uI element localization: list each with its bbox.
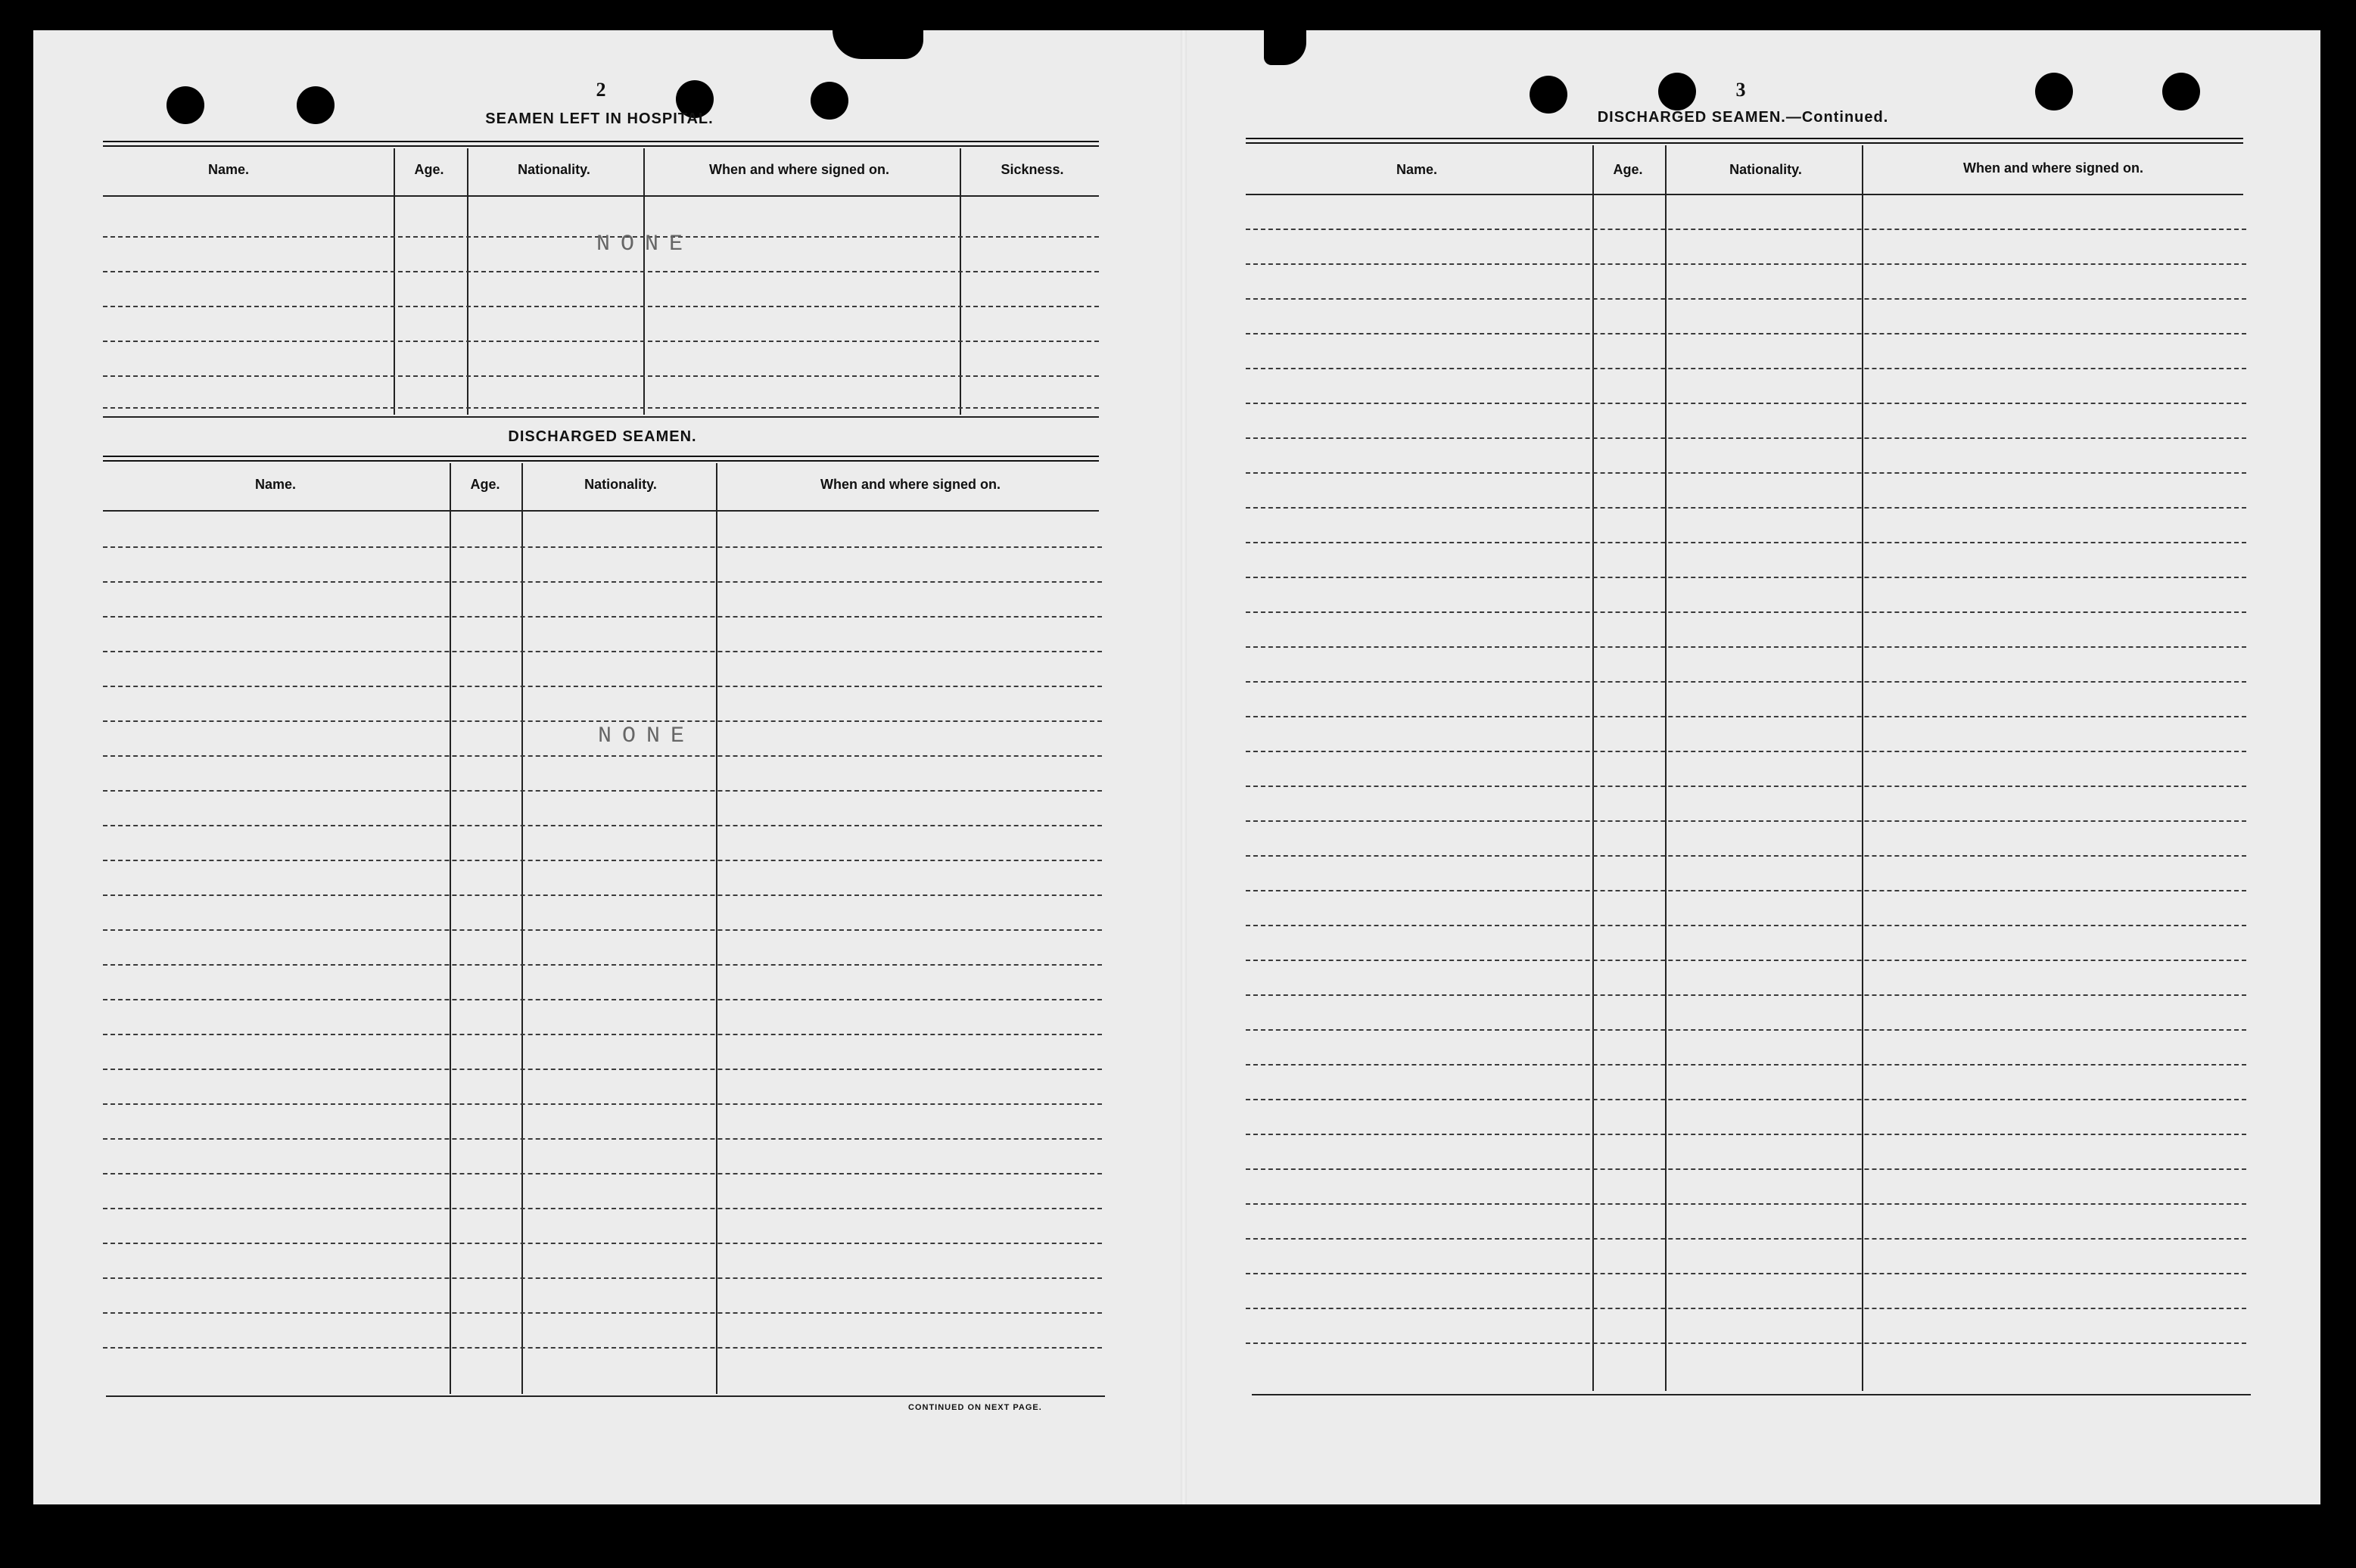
entry-line [1246, 403, 2246, 404]
section-end-rule [103, 416, 1099, 418]
entry-line [103, 1069, 1102, 1070]
col-header-nationality: Nationality. [518, 162, 590, 177]
entry-line [103, 1103, 1102, 1105]
entry-line [103, 581, 1102, 583]
entry-line [103, 1138, 1102, 1140]
col-header-sickness: Sickness. [1001, 162, 1064, 177]
table-top-rule [1246, 138, 2243, 144]
stamp-none-discharged: NONE [598, 723, 696, 749]
page-fold [1181, 30, 1187, 1504]
punch-hole [297, 86, 335, 124]
entry-line [103, 306, 1099, 307]
entry-line [1246, 1273, 2246, 1274]
page-number-left: 2 [596, 79, 606, 101]
entry-line [1246, 786, 2246, 787]
punch-hole [811, 82, 848, 120]
column-divider [716, 463, 717, 1394]
entry-line [103, 790, 1102, 792]
page-number-right: 3 [1735, 79, 1746, 101]
entry-line [103, 720, 1102, 722]
punch-hole [167, 86, 204, 124]
entry-line [1246, 1064, 2246, 1066]
col-header-when-where: When and where signed on. [708, 162, 890, 177]
punch-hole [1530, 76, 1567, 114]
col-header-name: Name. [207, 162, 250, 177]
entry-line [103, 1173, 1102, 1174]
entry-line [103, 341, 1099, 342]
entry-line [103, 825, 1102, 826]
col-header-nationality: Nationality. [584, 477, 657, 492]
column-divider [521, 463, 523, 1394]
header-rule [103, 195, 1099, 197]
entry-line [103, 999, 1102, 1000]
entry-line [103, 1347, 1102, 1349]
entry-line [1246, 994, 2246, 996]
col-header-age: Age. [414, 162, 444, 177]
col-header-name: Name. [254, 477, 297, 492]
entry-line [103, 929, 1102, 931]
entry-line [1246, 1308, 2246, 1309]
entry-line [1246, 1029, 2246, 1031]
entry-line [1246, 368, 2246, 369]
entry-line [1246, 298, 2246, 300]
entry-line [1246, 507, 2246, 509]
entry-line [1246, 611, 2246, 613]
entry-line [1246, 1203, 2246, 1205]
col-header-nationality: Nationality. [1729, 162, 1802, 177]
entry-line [103, 616, 1102, 618]
entry-line [1246, 1168, 2246, 1170]
entry-line [103, 271, 1099, 272]
entry-line [103, 894, 1102, 896]
header-rule [103, 510, 1099, 512]
punch-hole [2035, 73, 2073, 110]
section-title-hospital: SEAMEN LEFT IN HOSPITAL. [485, 110, 714, 127]
entry-line [103, 964, 1102, 966]
entry-line [1246, 925, 2246, 926]
entry-line [103, 1277, 1102, 1279]
entry-line [103, 1312, 1102, 1314]
table-top-rule [103, 141, 1099, 147]
table-top-rule [103, 456, 1099, 462]
punch-hole [1658, 73, 1696, 110]
entry-line [1246, 1342, 2246, 1344]
col-header-name: Name. [1396, 162, 1438, 177]
entry-line [103, 860, 1102, 861]
entry-line [1246, 333, 2246, 334]
entry-line [103, 651, 1102, 652]
table-bottom-rule [106, 1395, 1105, 1397]
entry-line [103, 1034, 1102, 1035]
section-title-discharged: DISCHARGED SEAMEN. [508, 428, 697, 445]
col-header-when-where: When and where signed on. [820, 477, 1001, 492]
entry-line [1246, 646, 2246, 648]
col-header-age: Age. [470, 477, 500, 492]
entry-line [1246, 855, 2246, 857]
entry-line [103, 407, 1099, 409]
column-divider [450, 463, 451, 1394]
entry-line [103, 375, 1099, 377]
entry-line [1246, 1238, 2246, 1240]
document-paper [33, 30, 2320, 1504]
entry-line [1246, 820, 2246, 822]
entry-line [1246, 751, 2246, 752]
entry-line [1246, 229, 2246, 230]
entry-line [1246, 1099, 2246, 1100]
header-rule [1246, 194, 2243, 195]
entry-line [103, 1243, 1102, 1244]
entry-line [103, 546, 1102, 548]
col-header-age: Age. [1613, 162, 1643, 177]
entry-line [1246, 716, 2246, 717]
entry-line [103, 686, 1102, 687]
entry-line [1246, 890, 2246, 891]
entry-line [1246, 960, 2246, 961]
stamp-none-hospital: NONE [596, 232, 694, 257]
entry-line [1246, 437, 2246, 439]
table-bottom-rule [1252, 1394, 2251, 1395]
section-title-discharged-continued: DISCHARGED SEAMEN.—Continued. [1597, 109, 1889, 126]
entry-line [103, 755, 1102, 757]
entry-line [103, 1208, 1102, 1209]
punch-hole [2162, 73, 2200, 110]
entry-line [1246, 263, 2246, 265]
entry-line [1246, 472, 2246, 474]
entry-line [1246, 542, 2246, 543]
col-header-when-where: When and where signed on. [1962, 160, 2144, 176]
entry-line [1246, 1134, 2246, 1135]
continued-note: CONTINUED ON NEXT PAGE. [908, 1403, 1042, 1412]
entry-line [1246, 681, 2246, 683]
entry-line [1246, 577, 2246, 578]
paper-tear [833, 30, 923, 59]
